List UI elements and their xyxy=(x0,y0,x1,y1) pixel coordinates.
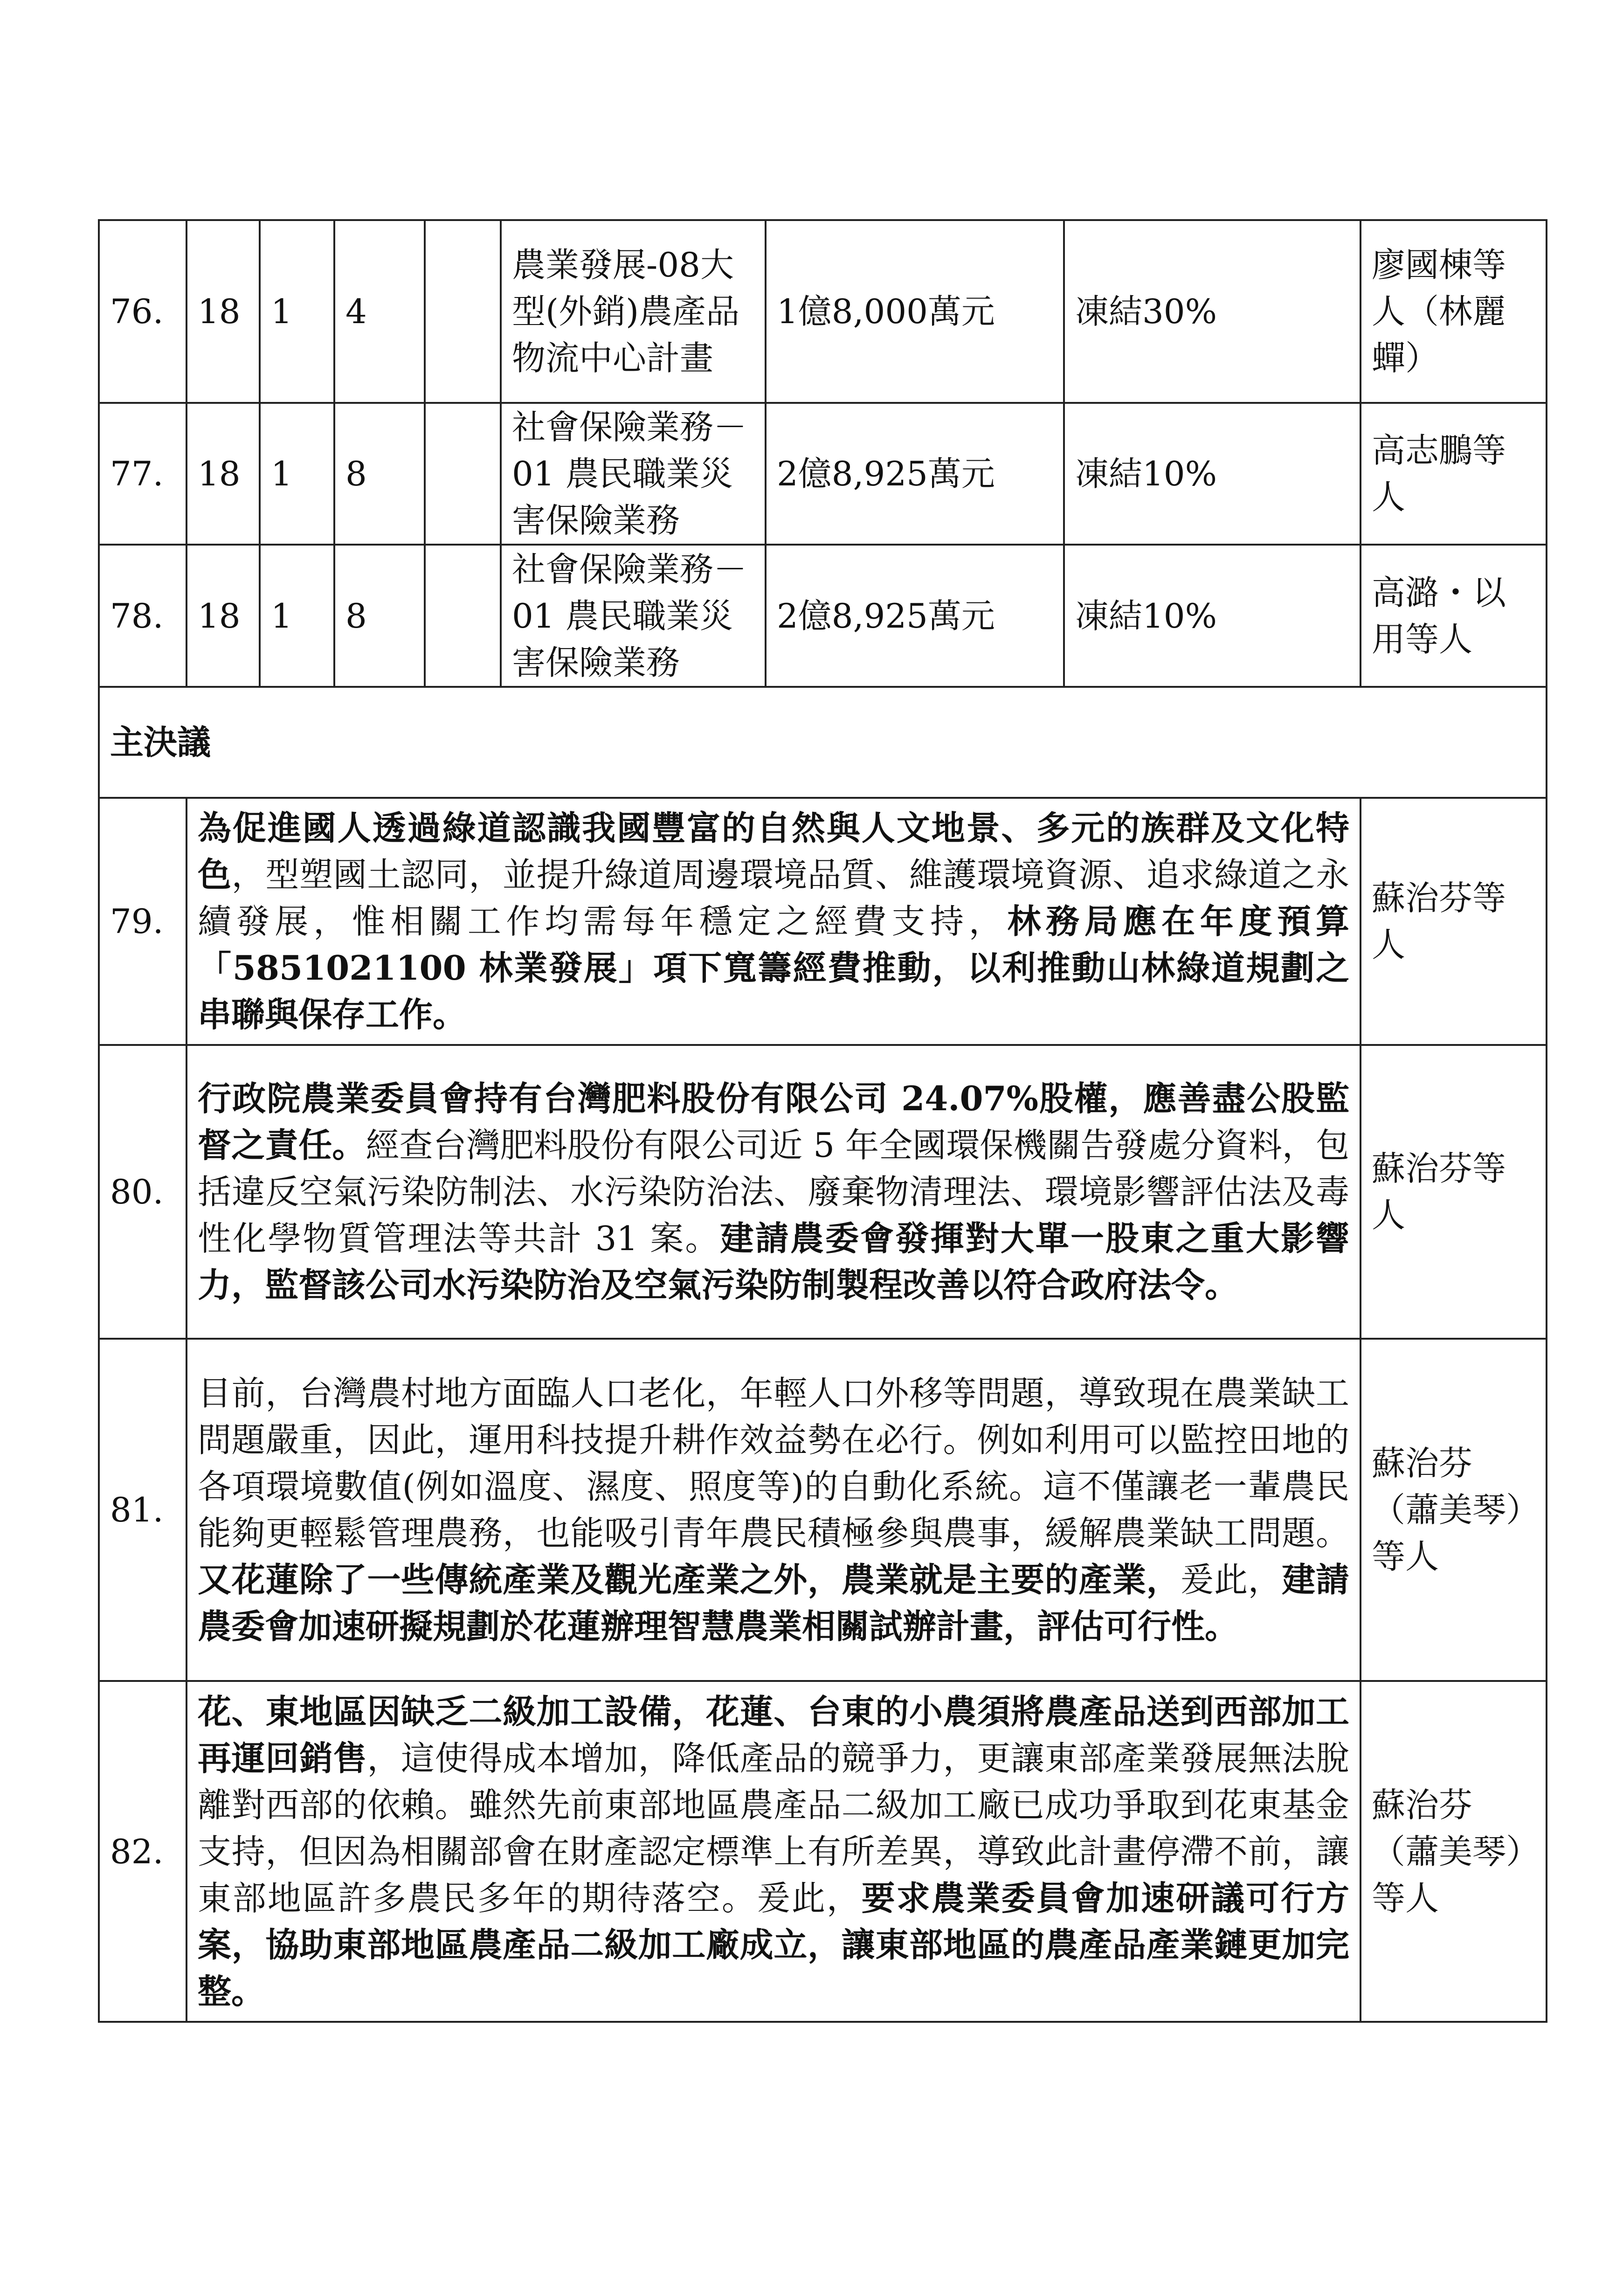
row-number: 81. xyxy=(99,1339,186,1681)
action-cell: 凍結30% xyxy=(1064,220,1361,403)
code-cell: 1 xyxy=(260,545,334,687)
text-segment: 經查台灣肥料股份有限公司近 5 年全國環保機關告發處分資料，包括違反空氣污染防制法、水污染防治法、廢棄物清理法、環境影響評估法及毒性化學物質管理法等共計 31 案。 xyxy=(198,1126,1349,1258)
amount-cell: 2億8,925萬元 xyxy=(766,403,1064,545)
section-heading: 主決議 xyxy=(99,687,1547,798)
item-cell: 社會保險業務－01 農民職業災害保險業務 xyxy=(501,545,766,687)
code-cell xyxy=(425,545,501,687)
code-cell: 1 xyxy=(260,220,334,403)
resolution-text xyxy=(186,798,1361,1045)
bold-text-segment: 建請農委會發揮對大單一股東之重大影響力，監督該公司水污染防治及空氣污染防制製程改善以符合政府法令。 xyxy=(198,1218,1349,1305)
code-cell: 8 xyxy=(334,545,425,687)
proposer-cell: 蘇治芬（蕭美琴）等人 xyxy=(1361,1339,1547,1681)
code-cell: 18 xyxy=(186,403,260,545)
item-cell: 農業發展-08大型(外銷)農產品物流中心計畫 xyxy=(501,220,766,403)
bold-text-segment: 為促進國人透過綠道認識我國豐富的自然與人文地景、多元的族群及文化特色 xyxy=(198,808,1349,894)
proposer-cell: 蘇治芬等人 xyxy=(1361,798,1547,1045)
proposer-cell: 高潞・以用等人 xyxy=(1361,545,1547,687)
row-number: 79. xyxy=(99,798,186,1045)
resolution-row xyxy=(99,1045,1547,1339)
row-number: 77. xyxy=(99,403,186,545)
text-segment: 目前，台灣農村地方面臨人口老化，年輕人口外移等問題，導致現在農業缺工問題嚴重，因此，運用科技提升耕作效益勢在必行。例如利用可以監控田地的各項環境數值(例如溫度、濕度、照度等)的自動化系統。這不僅讓老一輩農民能夠更輕鬆管理農務，也能吸引青年農民積極參與農事，緩解農業缺工問題。 xyxy=(198,1374,1349,1553)
text-segment: ，這使得成本增加，降低產品的競爭力，更讓東部產業發展無法脫離對西部的依賴。雖然先前東部地區農產品二級加工廠已成功爭取到花東基金支持，但因為相關部會在財產認定標準上有所差異，導致此計畫停滯不前，讓東部地區許多農民多年的期待落空。爰此， xyxy=(198,1738,1349,1918)
text-segment: 爰此， xyxy=(1180,1560,1282,1599)
row-number: 82. xyxy=(99,1681,186,2022)
row-number: 80. xyxy=(99,1045,186,1339)
proposer-cell: 蘇治芬（蕭美琴）等人 xyxy=(1361,1681,1547,2022)
resolution-row xyxy=(99,798,1547,1045)
bold-text-segment: 行政院農業委員會持有台灣肥料股份有限公司 24.07%股權，應善盡公股監督之責任。 xyxy=(198,1079,1349,1165)
proposer-cell: 高志鵬等人 xyxy=(1361,403,1547,545)
item-cell: 社會保險業務－01 農民職業災害保險業務 xyxy=(501,403,766,545)
row-number: 76. xyxy=(99,220,186,403)
section-heading-row xyxy=(99,687,1547,798)
table-row xyxy=(99,545,1547,687)
amount-cell: 2億8,925萬元 xyxy=(766,545,1064,687)
code-cell xyxy=(425,220,501,403)
code-cell: 4 xyxy=(334,220,425,403)
resolution-text xyxy=(186,1339,1361,1681)
bold-text-segment: 建請農委會加速研擬規劃於花蓮辦理智慧農業相關試辦計畫，評估可行性。 xyxy=(198,1560,1349,1646)
resolution-text xyxy=(186,1045,1361,1339)
action-cell: 凍結10% xyxy=(1064,545,1361,687)
resolution-row xyxy=(99,1339,1547,1681)
bold-text-segment: 林務局應在年度預算「5851021100 林業發展」項下寬籌經費推動，以利推動山林綠道規劃之串聯與保存工作。 xyxy=(198,901,1349,1034)
code-cell: 18 xyxy=(186,220,260,403)
resolution-text xyxy=(186,1681,1361,2022)
bold-text-segment: 又花蓮除了一些傳統產業及觀光產業之外，農業就是主要的產業， xyxy=(198,1560,1181,1599)
code-cell xyxy=(425,403,501,545)
resolution-row xyxy=(99,1681,1547,2022)
budget-resolution-table xyxy=(98,219,1547,2023)
text-segment: ，型塑國土認同，並提升綠道周邊環境品質、維護環境資源、追求綠道之永續發展，惟相關工作均需每年穩定之經費支持， xyxy=(198,855,1349,941)
code-cell: 18 xyxy=(186,545,260,687)
bold-text-segment: 要求農業委員會加速研議可行方案，協助東部地區農產品二級加工廠成立，讓東部地區的農產品產業鏈更加完整。 xyxy=(198,1878,1349,2011)
proposer-cell: 廖國棟等人（林麗蟬） xyxy=(1361,220,1547,403)
table-row xyxy=(99,220,1547,403)
table-row xyxy=(99,403,1547,545)
proposer-cell: 蘇治芬等人 xyxy=(1361,1045,1547,1339)
code-cell: 1 xyxy=(260,403,334,545)
code-cell: 8 xyxy=(334,403,425,545)
action-cell: 凍結10% xyxy=(1064,403,1361,545)
bold-text-segment: 花、東地區因缺乏二級加工設備，花蓮、台東的小農須將農產品送到西部加工再運回銷售 xyxy=(198,1691,1349,1778)
amount-cell: 1億8,000萬元 xyxy=(766,220,1064,403)
row-number: 78. xyxy=(99,545,186,687)
